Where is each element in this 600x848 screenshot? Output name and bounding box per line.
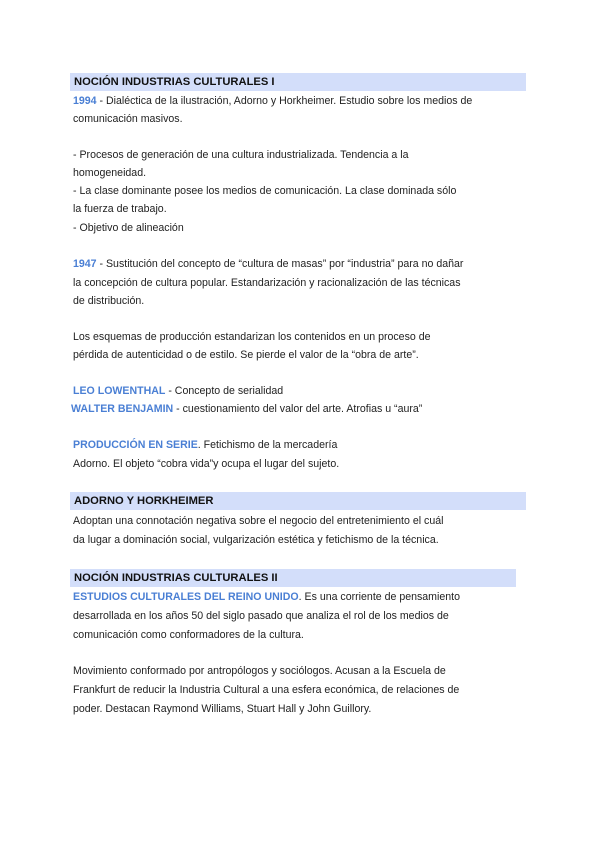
produccion-serie-line-2: Adorno. El objeto “cobra vida”y ocupa el lugar del sujeto. — [73, 458, 340, 470]
bullet-1-line-1: - Procesos de generación de una cultura industrializada. Tendencia a la — [73, 149, 409, 161]
section-heading-industrias-culturales-1: NOCIÓN INDUSTRIAS CULTURALES I — [70, 73, 526, 91]
adorno-line-1: Adoptan una connotación negativa sobre el negocio del entretenimiento el cuál — [73, 515, 444, 527]
year-1947: 1947 — [73, 258, 97, 270]
estudios-culturales-line-3: comunicación como conformadores de la cultura. — [73, 629, 304, 641]
paragraph-1994-line-2: comunicación masivos. — [73, 113, 183, 125]
estudios-culturales-line-1 — [73, 590, 460, 604]
bullet-1-line-2: homogeneidad. — [73, 167, 147, 179]
benjamin-line — [71, 402, 422, 416]
section-heading-adorno-horkheimer: ADORNO Y HORKHEIMER — [70, 492, 526, 510]
bullet-2-line-2: la fuerza de trabajo. — [73, 203, 167, 215]
paragraph-1947-line-2: la concepción de cultura popular. Estandarización y racionalización de las técnicas — [73, 277, 461, 289]
text-1947: - Sustitución del concepto de “cultura de masas” por “industria” para no dañar — [96, 258, 464, 270]
paragraph-esquemas-line-1: Los esquemas de producción estandarizan los contenidos en un proceso de — [73, 331, 431, 343]
estudios-culturales-name: ESTUDIOS CULTURALES DEL REINO UNIDO — [73, 591, 299, 603]
produccion-serie-line — [73, 438, 337, 452]
movimiento-line-1: Movimiento conformado por antropólogos y sociólogos. Acusan a la Escuela de — [73, 665, 446, 677]
year-1994: 1994 — [73, 95, 97, 107]
lowenthal-line — [73, 384, 283, 398]
paragraph-1947-line-3: de distribución. — [73, 295, 145, 307]
text-1994: - Dialéctica de la ilustración, Adorno y Horkheimer. Estudio sobre los medios de — [96, 95, 473, 107]
paragraph-esquemas-line-2: pérdida de autenticidad o de estilo. Se pierde el valor de la “obra de arte”. — [73, 349, 419, 361]
lowenthal-text: - Concepto de serialidad — [165, 385, 284, 397]
bullet-2-line-1: - La clase dominante posee los medios de comunicación. La clase dominada sólo — [73, 185, 457, 197]
estudios-culturales-line-2: desarrollada en los años 50 del siglo pasado que analiza el rol de los medios de — [73, 610, 449, 622]
paragraph-1947-line-1 — [73, 257, 463, 271]
benjamin-text: - cuestionamiento del valor del arte. Atrofias u “aura” — [173, 403, 423, 415]
movimiento-line-2: Frankfurt de reducir la Industria Cultural a una esfera económica, de relaciones de — [73, 684, 460, 696]
produccion-serie-name: PRODUCCIÓN EN SERIE — [73, 439, 198, 451]
estudios-culturales-text: . Es una corriente de pensamiento — [298, 591, 460, 603]
movimiento-line-3: poder. Destacan Raymond Williams, Stuart Hall y John Guillory. — [73, 703, 372, 715]
adorno-line-2: da lugar a dominación social, vulgarización estética y fetichismo de la técnica. — [73, 534, 439, 546]
produccion-serie-text: . Fetichismo de la mercadería — [197, 439, 338, 451]
bullet-3: - Objetivo de alineación — [73, 222, 184, 234]
paragraph-1994-line-1 — [73, 94, 472, 108]
lowenthal-name: LEO LOWENTHAL — [73, 385, 166, 397]
section-heading-industrias-culturales-2: NOCIÓN INDUSTRIAS CULTURALES II — [70, 569, 516, 587]
benjamin-name: WALTER BENJAMIN — [71, 403, 174, 415]
